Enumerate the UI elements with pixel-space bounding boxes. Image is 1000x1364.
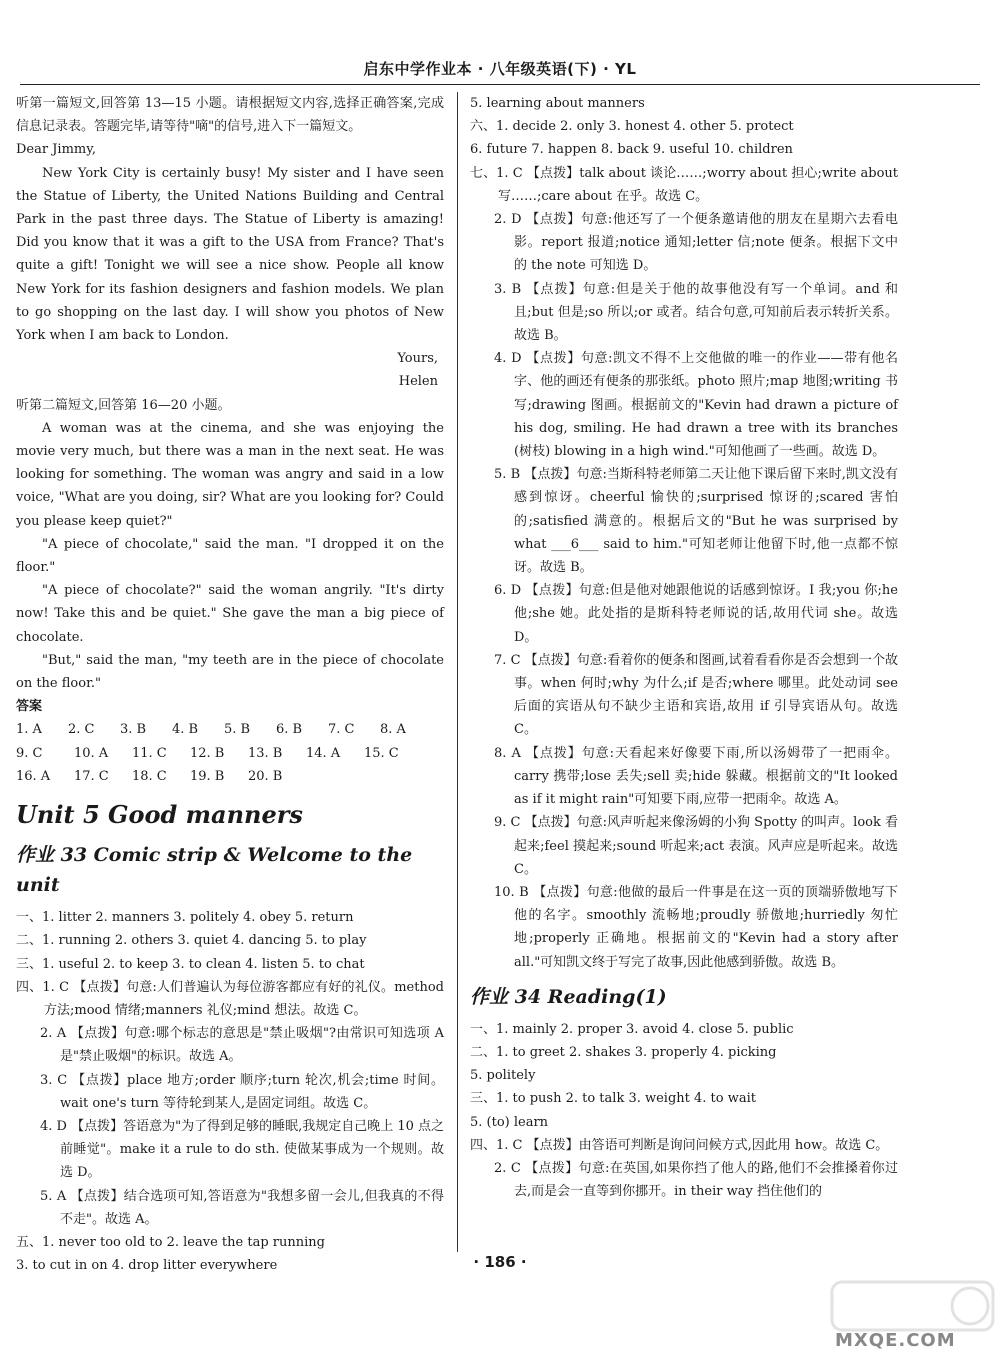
answer-cell: 19. B xyxy=(190,768,225,784)
homework-34-title: 作业 34 Reading(1) xyxy=(470,985,667,1008)
listening-text xyxy=(16,92,444,718)
answer-cell: 1. A xyxy=(16,722,42,738)
answer-item: 六、1. decide 2. only 3. honest 4. other 5. protect xyxy=(470,119,794,135)
page-header: 启东中学作业本 · 八年级英语(下) · YL xyxy=(363,60,637,78)
answer-item: 3. to cut in on 4. drop litter everywhere xyxy=(16,1258,278,1274)
answer-item: 一、1. mainly 2. proper 3. avoid 4. close 5. public xyxy=(470,1021,794,1037)
answer-item: 6. D 【点拨】句意:但是他对她跟他说的话感到惊讶。I 我;you 你;he 他;she 她。此处指的是斯科特老师说的话,故用代词 she。故选 D。 xyxy=(494,583,898,645)
answer-cell: 13. B xyxy=(248,745,283,761)
answer-item: 三、1. useful 2. to keep 3. to clean 4. listen 5. to chat xyxy=(16,956,365,972)
watermark-text: MXQE.COM xyxy=(835,1330,956,1351)
text-paragraph: "A piece of chocolate?" said the woman angrily. "It's dirty now! Take this and be quiet." She gave the man a big piece of chocolate. xyxy=(16,583,444,645)
answer-item: 7. C 【点拨】句意:看着你的便条和图画,试着看看你是否会想到一个故事。when 何时;why 为什么;if 是否;where 哪里。此处动词 see 后面的宾语从句不缺少主语和宾语,故用 if 引导宾语从句。故选 C。 xyxy=(494,652,898,738)
answer-item: 6. future 7. happen 8. back 9. useful 10. children xyxy=(470,142,793,158)
answer-item: 三、1. to push 2. to talk 3. weight 4. to wait xyxy=(470,1091,756,1107)
answer-cell: 8. A xyxy=(380,722,406,738)
header-rule xyxy=(20,84,980,85)
answer-cell: 11. C xyxy=(132,745,167,761)
answer-cell: 14. A xyxy=(306,745,341,761)
answer-item: 二、1. running 2. others 3. quiet 4. dancing 5. to play xyxy=(16,933,367,949)
text-paragraph: 听第一篇短文,回答第 13—15 小题。请根据短文内容,选择正确答案,完成信息记录表。答题完毕,请等待"嘀"的信号,进入下一篇短文。 xyxy=(16,96,444,135)
answer-item: 2. D 【点拨】句意:他还写了一个便条邀请他的朋友在星期六去看电影。report 报道;notice 通知;letter 信;note 便条。根据下文中的 the note 可知选 D。 xyxy=(494,212,898,274)
unit-title: Unit 5 Good manners xyxy=(16,800,303,830)
text-paragraph: Dear Jimmy, xyxy=(16,142,96,158)
homework-33-answers xyxy=(16,906,444,1277)
answer-grid xyxy=(16,718,444,788)
answer-item: 2. C 【点拨】句意:在英国,如果你挡了他人的路,他们不会推搡着你过去,而是会一直等到你挪开。in their way 挡住他们的 xyxy=(494,1160,898,1200)
text-paragraph: "But," said the man, "my teeth are in the piece of chocolate on the floor." xyxy=(16,652,444,692)
answer-item: 一、1. litter 2. manners 3. politely 4. obey 5. return xyxy=(16,910,354,926)
text-paragraph: 答案 xyxy=(16,699,43,715)
text-paragraph: Helen xyxy=(398,374,438,390)
answer-item: 5. politely xyxy=(470,1068,536,1084)
answer-cell: 7. C xyxy=(328,722,355,738)
cloze-answers xyxy=(470,92,898,974)
left-column xyxy=(16,92,444,1277)
answer-cell: 10. A xyxy=(74,745,109,761)
answer-cell: 20. B xyxy=(248,768,283,784)
right-column xyxy=(470,92,898,1203)
text-paragraph: Yours, xyxy=(397,351,438,367)
answer-item: 2. A 【点拨】句意:哪个标志的意思是"禁止吸烟"?由常识可知选项 A 是"禁止吸烟"的标识。故选 A。 xyxy=(40,1026,444,1065)
answer-cell: 18. C xyxy=(132,768,167,784)
answer-item: 5. A 【点拨】结合选项可知,答语意为"我想多留一会儿,但我真的不得不走"。故选 A。 xyxy=(40,1188,444,1227)
page-number: · 186 · xyxy=(473,1253,527,1271)
answer-item: 4. D 【点拨】句意:凯文不得不上交他做的唯一的作业——带有他名字、他的画还有便条的那张纸。photo 照片;map 地图;writing 书写;drawing 图画。根据前文的"Kevin had drawn a picture of his dog, smiling. He had drawn a tree with its branches (树枝) blowing in a high wind."可知他画了一些画。故选 D。 xyxy=(494,351,898,460)
answer-item: 5. learning about manners xyxy=(470,96,645,111)
answer-item: 五、1. never too old to 2. leave the tap running xyxy=(16,1234,325,1250)
answer-cell: 12. B xyxy=(190,745,225,761)
answer-item: 3. B 【点拨】句意:但是关于他的故事他没有写一个单词。and 和且;but 但是;so 所以;or 或者。结合句意,可知前后表示转折关系。故选 B。 xyxy=(494,281,898,344)
answer-item: 四、1. C 【点拨】由答语可判断是询问问候方式,因此用 how。故选 C。 xyxy=(470,1137,889,1153)
answer-item: 3. C 【点拨】place 地方;order 顺序;turn 轮次,机会;time 时间。wait one's turn 等待轮到某人,是固定词组。故选 C。 xyxy=(40,1072,444,1111)
answer-cell: 17. C xyxy=(74,768,109,784)
homework-34-answers xyxy=(470,1018,898,1204)
text-paragraph: A woman was at the cinema, and she was enjoying the movie very much, but there was a man in the next seat. He was looking for something. The woman was angry and said in a low voice, "What are you doing, sir? What are you looking for? Could you please keep quiet?" xyxy=(16,420,444,529)
answer-item: 10. B 【点拨】句意:他做的最后一件事是在这一页的顶端骄傲地写下他的名字。smoothly 流畅地;proudly 骄傲地;hurriedly 匆忙地;properly 正确地。根据前文的"Kevin had a story after all."可知凯文终于写完了故事,因此他感到骄傲。故选 B。 xyxy=(494,884,898,970)
answer-item: 二、1. to greet 2. shakes 3. properly 4. picking xyxy=(470,1044,777,1060)
answer-row xyxy=(16,765,444,788)
text-paragraph: New York City is certainly busy! My sister and I have seen the Statue of Liberty, the United Nations Building and Central Park in the past three days. The Statue of Liberty is amazing! Did you know that it was a gift to the USA from France? That's quite a gift! Tonight we will see a nice show. People all know New York for its fashion designers and fashion models. We plan to go shopping on the last day. I will show you photos of New York when I am back to London. xyxy=(16,165,444,344)
answer-row xyxy=(16,742,444,765)
answer-item: 四、1. C 【点拨】句意:人们普遍认为每位游客都应有好的礼仪。method 方法;mood 情绪;manners 礼仪;mind 想法。故选 C。 xyxy=(16,979,444,1018)
answer-row xyxy=(16,718,444,741)
answer-item: 8. A 【点拨】句意:天看起来好像要下雨,所以汤姆带了一把雨伞。carry 携带;lose 丢失;sell 卖;hide 躲藏。根据前文的"It looked as if it might rain"可知要下雨,应带一把雨伞。故选 A。 xyxy=(494,745,898,808)
answer-cell: 6. B xyxy=(276,722,303,738)
column-divider xyxy=(457,92,458,1252)
answer-item: 5. (to) learn xyxy=(470,1114,549,1130)
answer-item: 4. D 【点拨】答语意为"为了得到足够的睡眠,我规定自己晚上 10 点之前睡觉"。make it a rule to do sth. 使做某事成为一个规则。故选 D。 xyxy=(40,1118,445,1181)
answer-cell: 9. C xyxy=(16,745,43,761)
answer-cell: 16. A xyxy=(16,768,51,784)
text-paragraph: 听第二篇短文,回答第 16—20 小题。 xyxy=(16,397,231,413)
answer-cell: 2. C xyxy=(68,722,95,738)
answer-cell: 4. B xyxy=(172,722,199,738)
homework-33-title: 作业 33 Comic strip & Welcome to the unit xyxy=(16,844,413,897)
text-paragraph: "A piece of chocolate," said the man. "I dropped it on the floor." xyxy=(16,536,444,576)
answer-item: 七、1. C 【点拨】talk about 谈论……;worry about 担心;write about 写……;care about 在乎。故选 C。 xyxy=(470,165,898,204)
answer-cell: 5. B xyxy=(224,722,251,738)
answer-item: 5. B 【点拨】句意:当斯科特老师第二天让他下课后留下来时,凯文没有感到惊讶。cheerful 愉快的;surprised 惊讶的;scared 害怕的;satisfied 满意的。根据后文的"But he was surprised by what ___6___ said to him."可知老师让他留下时,他一点都不惊讶。故选 B。 xyxy=(494,467,898,576)
answer-cell: 3. B xyxy=(120,722,147,738)
answer-cell: 15. C xyxy=(364,745,399,761)
answer-item: 9. C 【点拨】句意:风声听起来像汤姆的小狗 Spotty 的叫声。look 看起来;feel 摸起来;sound 听起来;act 表演。风声应是听起来。故选 C。 xyxy=(494,815,898,877)
